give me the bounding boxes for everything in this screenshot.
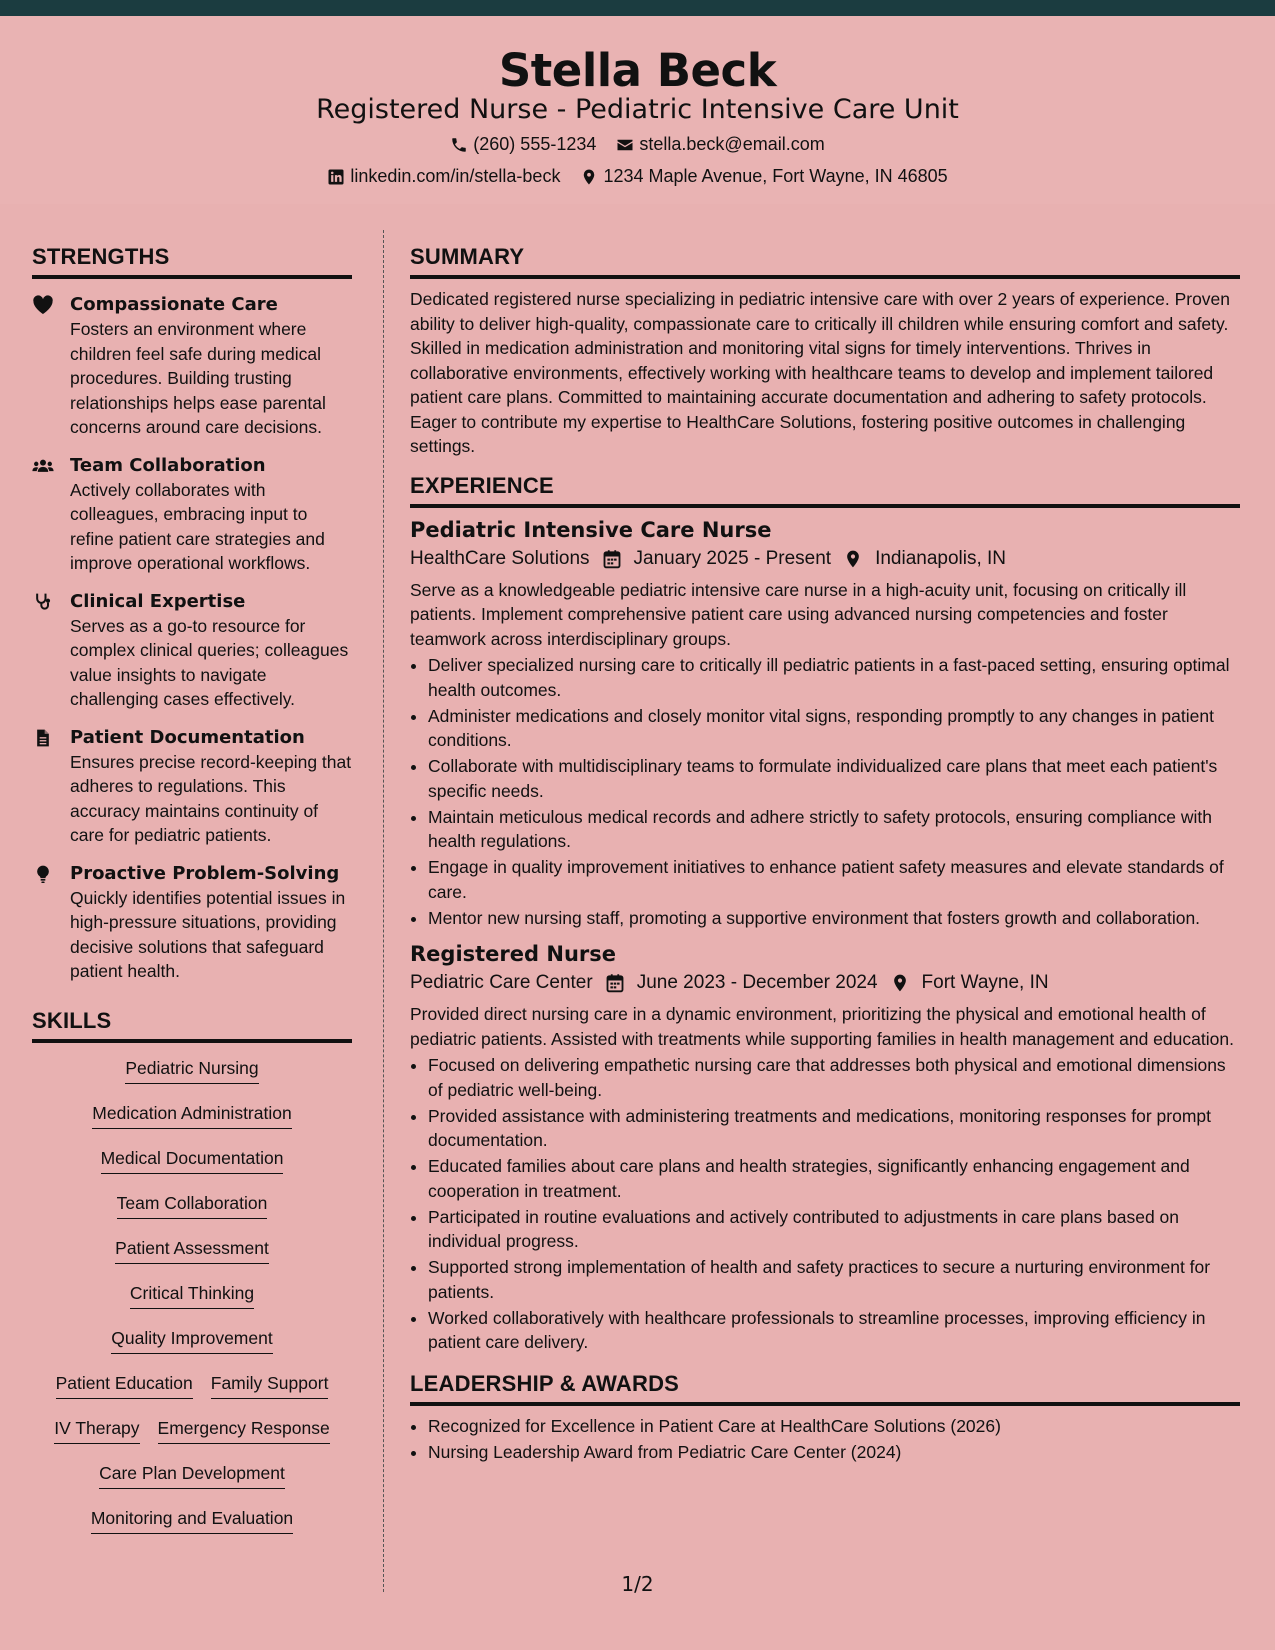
strength-title: Compassionate Care — [70, 294, 278, 315]
job-meta — [410, 548, 1240, 570]
contact-row-1 — [0, 134, 1275, 155]
strength-description: Quickly identifies potential issues in high-pressure situations, providing decisive solutions that safeguard patient health. — [70, 887, 346, 981]
users-icon — [32, 456, 54, 476]
skill-tag: Care Plan Development — [99, 1463, 285, 1489]
skill-row — [32, 1499, 352, 1544]
phone-icon — [450, 136, 468, 154]
job-bullets — [410, 653, 1240, 930]
skill-row — [32, 1319, 352, 1364]
job-meta — [410, 972, 1240, 994]
job-bullet: • Supported strong implementation of health and safety practices to secure a nurturing environment for patients. — [428, 1255, 1240, 1304]
job-company: Pediatric Care Center — [410, 972, 593, 993]
stethoscope-icon — [32, 592, 54, 612]
strength-item — [32, 293, 352, 440]
job-bullet: • Educated families about care plans and health strategies, significantly enhancing engagement and cooperation in treatment. — [428, 1154, 1240, 1203]
job-bullet: • Maintain meticulous medical records and adhere strictly to safety protocols, ensuring compliance with health regulations. — [428, 805, 1240, 854]
skill-tag: Medical Documentation — [101, 1148, 284, 1174]
contact-row-2 — [0, 166, 1275, 187]
summary-text: Dedicated registered nurse specializing in pediatric intensive care with over 2 years of experience. Proven ability to deliver high-quality, compassionate care to critically ill children while ensuring comfort and safety. Skilled in medication administration and monitoring vital signs for timely interventions. Thrives in collaborative environments, effectively working with healthcare teams to develop and implement tailored patient care plans. Committed to maintaining accurate documentation and adhering to safety protocols. Eager to contribute my expertise to HealthCare Solutions, fostering positive outcomes in challenging settings. — [410, 289, 1231, 456]
skill-tag: Patient Assessment — [115, 1238, 269, 1264]
skill-tag: Quality Improvement — [111, 1328, 272, 1354]
job-dates: June 2023 - December 2024 — [636, 972, 878, 993]
candidate-name: Stella Beck — [498, 44, 777, 97]
job-description: Provided direct nursing care in a dynamic environment, prioritizing the physical and emotional health of pediatric patients. Assisted with treatments while supporting families in health management and education. — [410, 1004, 1234, 1049]
left-column — [32, 244, 352, 1544]
job-location: Fort Wayne, IN — [921, 972, 1049, 993]
job-bullet: • Deliver specialized nursing care to critically ill pediatric patients in a fast-paced setting, ensuring optimal health outcomes. — [428, 653, 1240, 702]
strength-title: Team Collaboration — [70, 454, 266, 476]
strength-description: Fosters an environment where children feel safe during medical procedures. Building trusting relationships helps ease parental concerns around care decisions. — [70, 319, 326, 437]
column-divider — [383, 230, 384, 1592]
address-text: 1234 Maple Avenue, Fort Wayne, IN 46805 — [603, 166, 948, 186]
linkedin-contact[interactable] — [327, 166, 560, 187]
skill-row — [32, 1229, 352, 1274]
skill-row — [32, 1049, 352, 1094]
phone-text: (260) 555-1234 — [473, 134, 597, 154]
job-entry — [410, 516, 1240, 931]
strength-item — [32, 454, 352, 576]
skill-tag: Emergency Response — [158, 1418, 330, 1444]
skill-tag: Family Support — [211, 1373, 329, 1399]
strength-item — [32, 590, 352, 712]
job-bullet: • Focused on delivering empathetic nursing care that addresses both physical and emotional dimensions of pediatric well-being. — [428, 1053, 1240, 1102]
skill-tag: Pediatric Nursing — [125, 1058, 258, 1084]
skill-tag: Critical Thinking — [130, 1283, 254, 1309]
skills-list — [32, 1049, 352, 1544]
map-pin-icon — [890, 973, 910, 993]
awards-heading: LEADERSHIP & AWARDS — [410, 1371, 1240, 1406]
skills-heading: SKILLS — [32, 1008, 352, 1043]
strength-item — [32, 862, 352, 984]
page-number: 1/2 — [621, 1572, 654, 1596]
document-icon — [32, 728, 54, 748]
strength-description: Actively collaborates with colleagues, embracing input to refine patient care strategies and improve operational workflows. — [70, 479, 325, 573]
lightbulb-icon — [32, 864, 54, 884]
job-location: Indianapolis, IN — [875, 547, 1007, 569]
resume-header — [0, 16, 1275, 204]
awards-list — [410, 1414, 1240, 1465]
skill-tag: Medication Administration — [92, 1103, 291, 1129]
skill-row — [32, 1274, 352, 1319]
phone-contact — [450, 134, 596, 155]
job-bullet: • Worked collaboratively with healthcare professionals to streamline processes, improving efficiency in patient care delivery. — [428, 1306, 1240, 1355]
experience-heading: EXPERIENCE — [410, 473, 1240, 508]
linkedin-icon — [327, 168, 345, 186]
heart-icon — [32, 295, 54, 315]
skill-tag: Team Collaboration — [117, 1193, 268, 1219]
award-item: • Nursing Leadership Award from Pediatric Care Center (2024) — [428, 1440, 1240, 1465]
calendar-icon — [605, 973, 625, 993]
skill-row — [32, 1184, 352, 1229]
skill-row — [32, 1094, 352, 1139]
email-text[interactable]: stella.beck@email.com — [639, 134, 825, 154]
map-pin-icon — [580, 168, 598, 186]
summary-heading: SUMMARY — [410, 244, 1240, 279]
job-bullet: • Participated in routine evaluations and actively contributed to adjustments in care plans based on individual progress. — [428, 1205, 1240, 1254]
skill-row — [32, 1409, 352, 1454]
map-pin-icon — [843, 549, 863, 569]
candidate-role: Registered Nurse - Pediatric Intensive Care Unit — [316, 94, 959, 125]
strength-description: Ensures precise record-keeping that adheres to regulations. This accuracy maintains continuity of care for pediatric patients. — [70, 751, 352, 845]
job-bullet: • Collaborate with multidisciplinary teams to formulate individualized care plans that meet each patient's specific needs. — [428, 754, 1240, 803]
strength-title: Proactive Problem-Solving — [70, 862, 340, 884]
job-description: Serve as a knowledgeable pediatric intensive care nurse in a high-acuity unit, focusing on critically ill patients. Implement comprehensive patient care using advanced nursing competencies and foster teamwork across interdisciplinary groups. — [410, 579, 1187, 649]
strength-item — [32, 726, 352, 848]
strength-description: Serves as a go-to resource for complex clinical queries; colleagues value insights to navigate challenging cases effectively. — [70, 615, 349, 709]
job-bullet: • Mentor new nursing staff, promoting a supportive environment that fosters growth and collaboration. — [428, 906, 1240, 931]
job-bullet: • Provided assistance with administering treatments and medications, monitoring responses for prompt documentation. — [428, 1104, 1240, 1153]
skill-row — [32, 1454, 352, 1499]
job-title: Registered Nurse — [410, 942, 616, 966]
job-title: Pediatric Intensive Care Nurse — [410, 517, 772, 542]
job-dates: January 2025 - Present — [633, 547, 832, 569]
award-item: • Recognized for Excellence in Patient Care at HealthCare Solutions (2026) — [428, 1414, 1240, 1439]
strength-title: Patient Documentation — [70, 726, 305, 748]
skill-tag: IV Therapy — [54, 1418, 139, 1444]
skill-tag: Patient Education — [56, 1373, 193, 1399]
skill-tag: Monitoring and Evaluation — [91, 1508, 293, 1534]
calendar-icon — [602, 549, 622, 569]
strengths-heading: STRENGTHS — [32, 244, 352, 279]
strength-title: Clinical Expertise — [70, 590, 246, 612]
right-column — [410, 244, 1240, 1474]
top-accent-bar — [0, 0, 1275, 16]
job-bullets — [410, 1053, 1240, 1355]
skill-row — [32, 1139, 352, 1184]
job-bullet: • Engage in quality improvement initiatives to enhance patient safety measures and elevate standards of care. — [428, 855, 1240, 904]
linkedin-text[interactable]: linkedin.com/in/stella-beck — [350, 166, 561, 186]
job-entry — [410, 940, 1240, 1355]
skill-row — [32, 1364, 352, 1409]
email-contact[interactable] — [616, 134, 824, 155]
job-bullet: • Administer medications and closely monitor vital signs, responding promptly to any changes in patient conditions. — [428, 704, 1240, 753]
address-contact — [580, 166, 947, 187]
job-company: HealthCare Solutions — [410, 547, 590, 569]
envelope-icon — [616, 136, 634, 154]
